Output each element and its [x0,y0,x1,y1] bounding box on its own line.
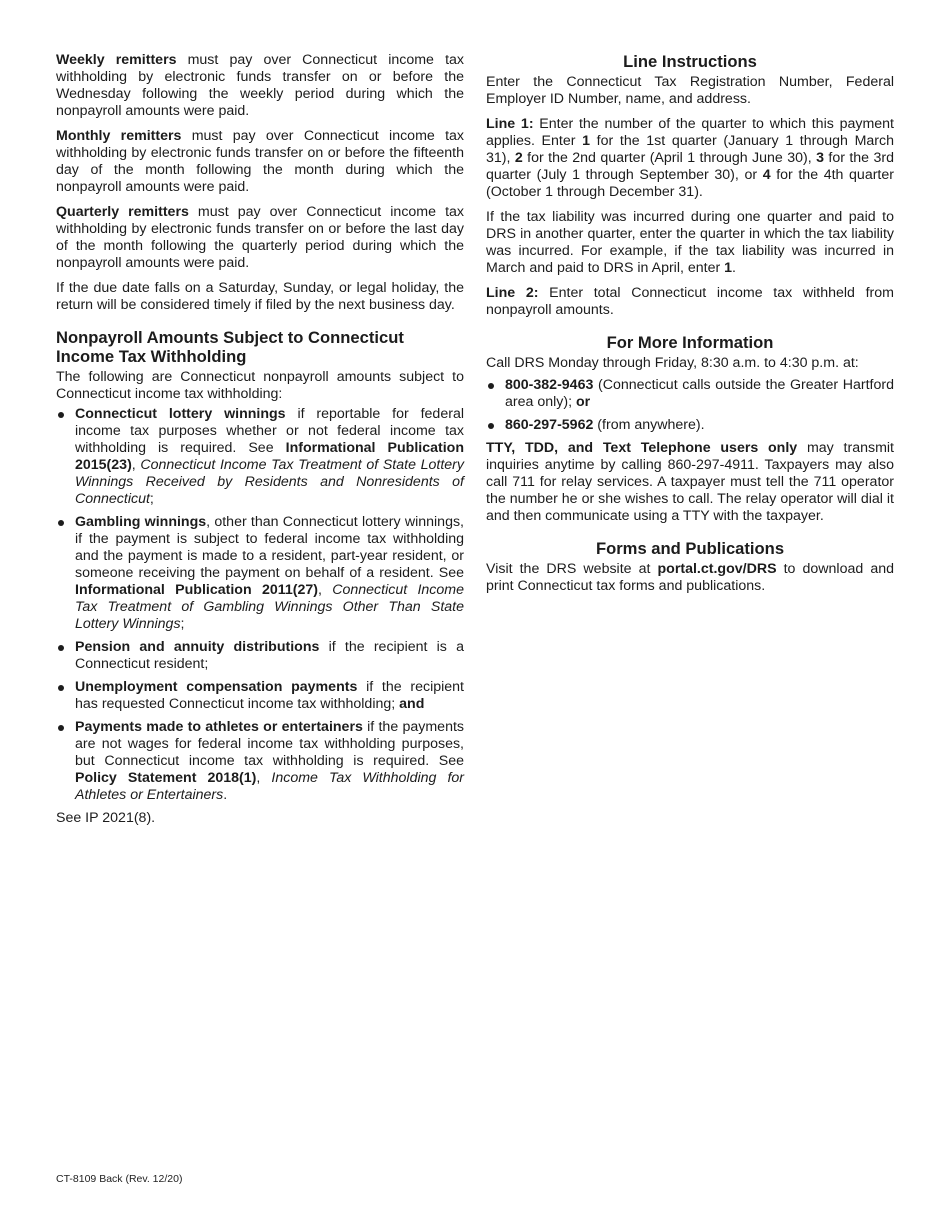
quarterly-remitters-lead: Quarterly remitters [56,204,189,220]
phone-list [486,377,894,434]
line-1-text: for the 4th quarter (October 1 through December 31). [486,167,894,200]
quarter-number: 1 [582,133,591,149]
item-ref: Informational Publication 2015(23) [75,440,464,473]
item-end: ; [149,491,154,507]
left-column [56,52,464,835]
line-1-lead: Line 1: [486,116,534,132]
bullet-icon [488,383,494,389]
monthly-remitters-lead: Monthly remitters [56,128,182,144]
forms-publications-heading: Forms and Publications [595,539,785,558]
item-end: . [223,787,228,803]
bullet-icon [488,423,494,429]
list-item-gambling [56,514,464,633]
item-lead: Gambling winnings [75,514,207,530]
quarterly-remitters-paragraph [56,204,464,272]
monthly-remitters-text: must pay over Connecticut income tax withholding by electronic funds transfer on or before the fifteenth day of the month following the month during which the nonpayroll amounts were paid. [56,128,464,195]
item-text: if reportable for federal income tax purposes whether or not federal income tax withholding is required. See [75,406,464,456]
due-date-paragraph: If the due date falls on a Saturday, Sunday, or legal holiday, the return will be considered timely if filed by the next business day. [56,280,464,313]
line-2-text: Enter total Connecticut income tax withheld from nonpayroll amounts. [486,285,894,318]
bullet-icon [58,645,64,651]
see-ip-note: See IP 2021(8). [56,810,156,826]
forms-paragraph [486,561,894,595]
weekly-remitters-text: must pay over Connecticut income tax withholding by electronic funds transfer on or before the Wednesday following the weekly period during which the nonpayroll amounts were paid. [56,52,464,119]
monthly-remitters-paragraph [56,128,464,196]
quarter-number: 3 [816,150,824,166]
list-item-pension [56,639,464,673]
line-1-paragraph [486,116,894,201]
bullet-icon [58,725,64,731]
tty-text: may transmit inquiries anytime by calling 860-297-4911. Taxpayers may also call 711 for relay services. A taxpayer must tell the 711 operator the number he or she wishes to call. The relay operator will dial it and then communicate using a TTY with the taxpayer. [486,440,894,524]
list-item-unemployment [56,679,464,713]
phone-text: (Connecticut calls outside the Greater Hartford area only); [505,377,894,410]
weekly-remitters-lead: Weekly remitters [56,52,177,68]
item-text: if the payments are not wages for federal income tax withholding purposes, but Connecticut income tax withholding is required. See [75,719,464,769]
phone-text: (from anywhere). [593,417,705,433]
line-1-text: for the 3rd quarter (July 1 through September 30), or [486,150,894,183]
form-footer: CT-8109 Back (Rev. 12/20) [56,1173,183,1185]
nonpayroll-list [56,406,464,804]
forms-text: Visit the DRS website at [486,561,658,577]
quarter-number: 2 [514,150,523,166]
more-information-heading: For More Information [606,333,774,352]
drs-website-link[interactable]: portal.ct.gov/DRS [657,561,777,577]
list-item-lottery [56,406,464,508]
phone-number: 800-382-9463 [505,377,594,393]
item-ref: Informational Publication 2011(27) [75,582,318,598]
item-sep: , [256,770,272,786]
item-sep: , [131,457,141,473]
line-2-paragraph [486,285,894,319]
bullet-icon [58,685,64,691]
line-2-lead: Line 2: [486,285,539,301]
line-1-text: for the 2nd quarter (April 1 through June 30), [522,150,817,166]
list-item-phone-1 [486,377,894,411]
line-instructions-heading: Line Instructions [623,52,757,71]
liability-paragraph [486,209,894,277]
weekly-remitters-paragraph [56,52,464,120]
bullet-icon [58,412,64,418]
item-end: ; [180,616,185,632]
item-title: Connecticut Income Tax Treatment of State Lottery Winnings Received by Residents and Nonresidents of Connecticut [75,457,464,507]
item-ref: Policy Statement 2018(1) [75,770,257,786]
line-1-text: Enter the number of the quarter to which this payment applies. Enter [486,116,894,149]
item-lead: Pension and annuity distributions [75,639,320,655]
item-title: Connecticut Income Tax Treatment of Gambling Winnings Other Than State Lottery Winnings [75,582,464,632]
liability-end: . [732,260,736,276]
liability-text: If the tax liability was incurred during one quarter and paid to DRS in another quarter, enter the quarter in which the tax liability was incurred. For example, if the tax liability was incurred in March and paid to DRS in April, enter [486,209,894,276]
list-item-phone-2 [486,417,894,434]
item-and: and [399,696,425,712]
item-text: , other than Connecticut lottery winnings, if the payment is subject to federal income tax withholding and the payment is made to a resident, part-year resident, or someone receiving the payment on behalf of a resident. See [75,514,464,581]
line-intro: Enter the Connecticut Tax Registration Number, Federal Employer ID Number, name, and address. [486,74,894,107]
tty-paragraph [486,440,894,525]
forms-text: to download and print Connecticut tax forms and publications. [486,561,894,594]
tty-lead: TTY, TDD, and Text Telephone users only [486,440,798,456]
liability-number: 1 [724,260,733,276]
phone-number: 860-297-5962 [505,417,594,433]
quarter-number: 4 [762,167,771,183]
item-lead: Unemployment compensation payments [75,679,358,695]
nonpayroll-heading: Nonpayroll Amounts Subject to Connecticut Income Tax Withholding [56,328,404,366]
item-lead: Payments made to athletes or entertainers [75,719,363,735]
bullet-icon [58,520,64,526]
item-title: Income Tax Withholding for Athletes or Entertainers [75,770,465,803]
phone-or: or [575,394,591,410]
quarterly-remitters-text: must pay over Connecticut income tax withholding by electronic funds transfer on or before the last day of the month following the quarterly period during which the nonpayroll amounts were paid. [56,204,464,271]
line-1-text: for the 1st quarter (January 1 through March 31), [486,133,894,166]
list-item-athletes [56,719,464,804]
info-intro: Call DRS Monday through Friday, 8:30 a.m. to 4:30 p.m. at: [486,355,859,371]
item-text: if the recipient has requested Connecticut income tax withholding; [75,679,464,712]
nonpayroll-intro: The following are Connecticut nonpayroll amounts subject to Connecticut income tax withholding: [56,369,464,402]
item-lead: Connecticut lottery winnings [75,406,286,422]
item-text: if the recipient is a Connecticut resident; [75,639,464,672]
item-sep: , [317,582,333,598]
right-column [486,52,894,603]
